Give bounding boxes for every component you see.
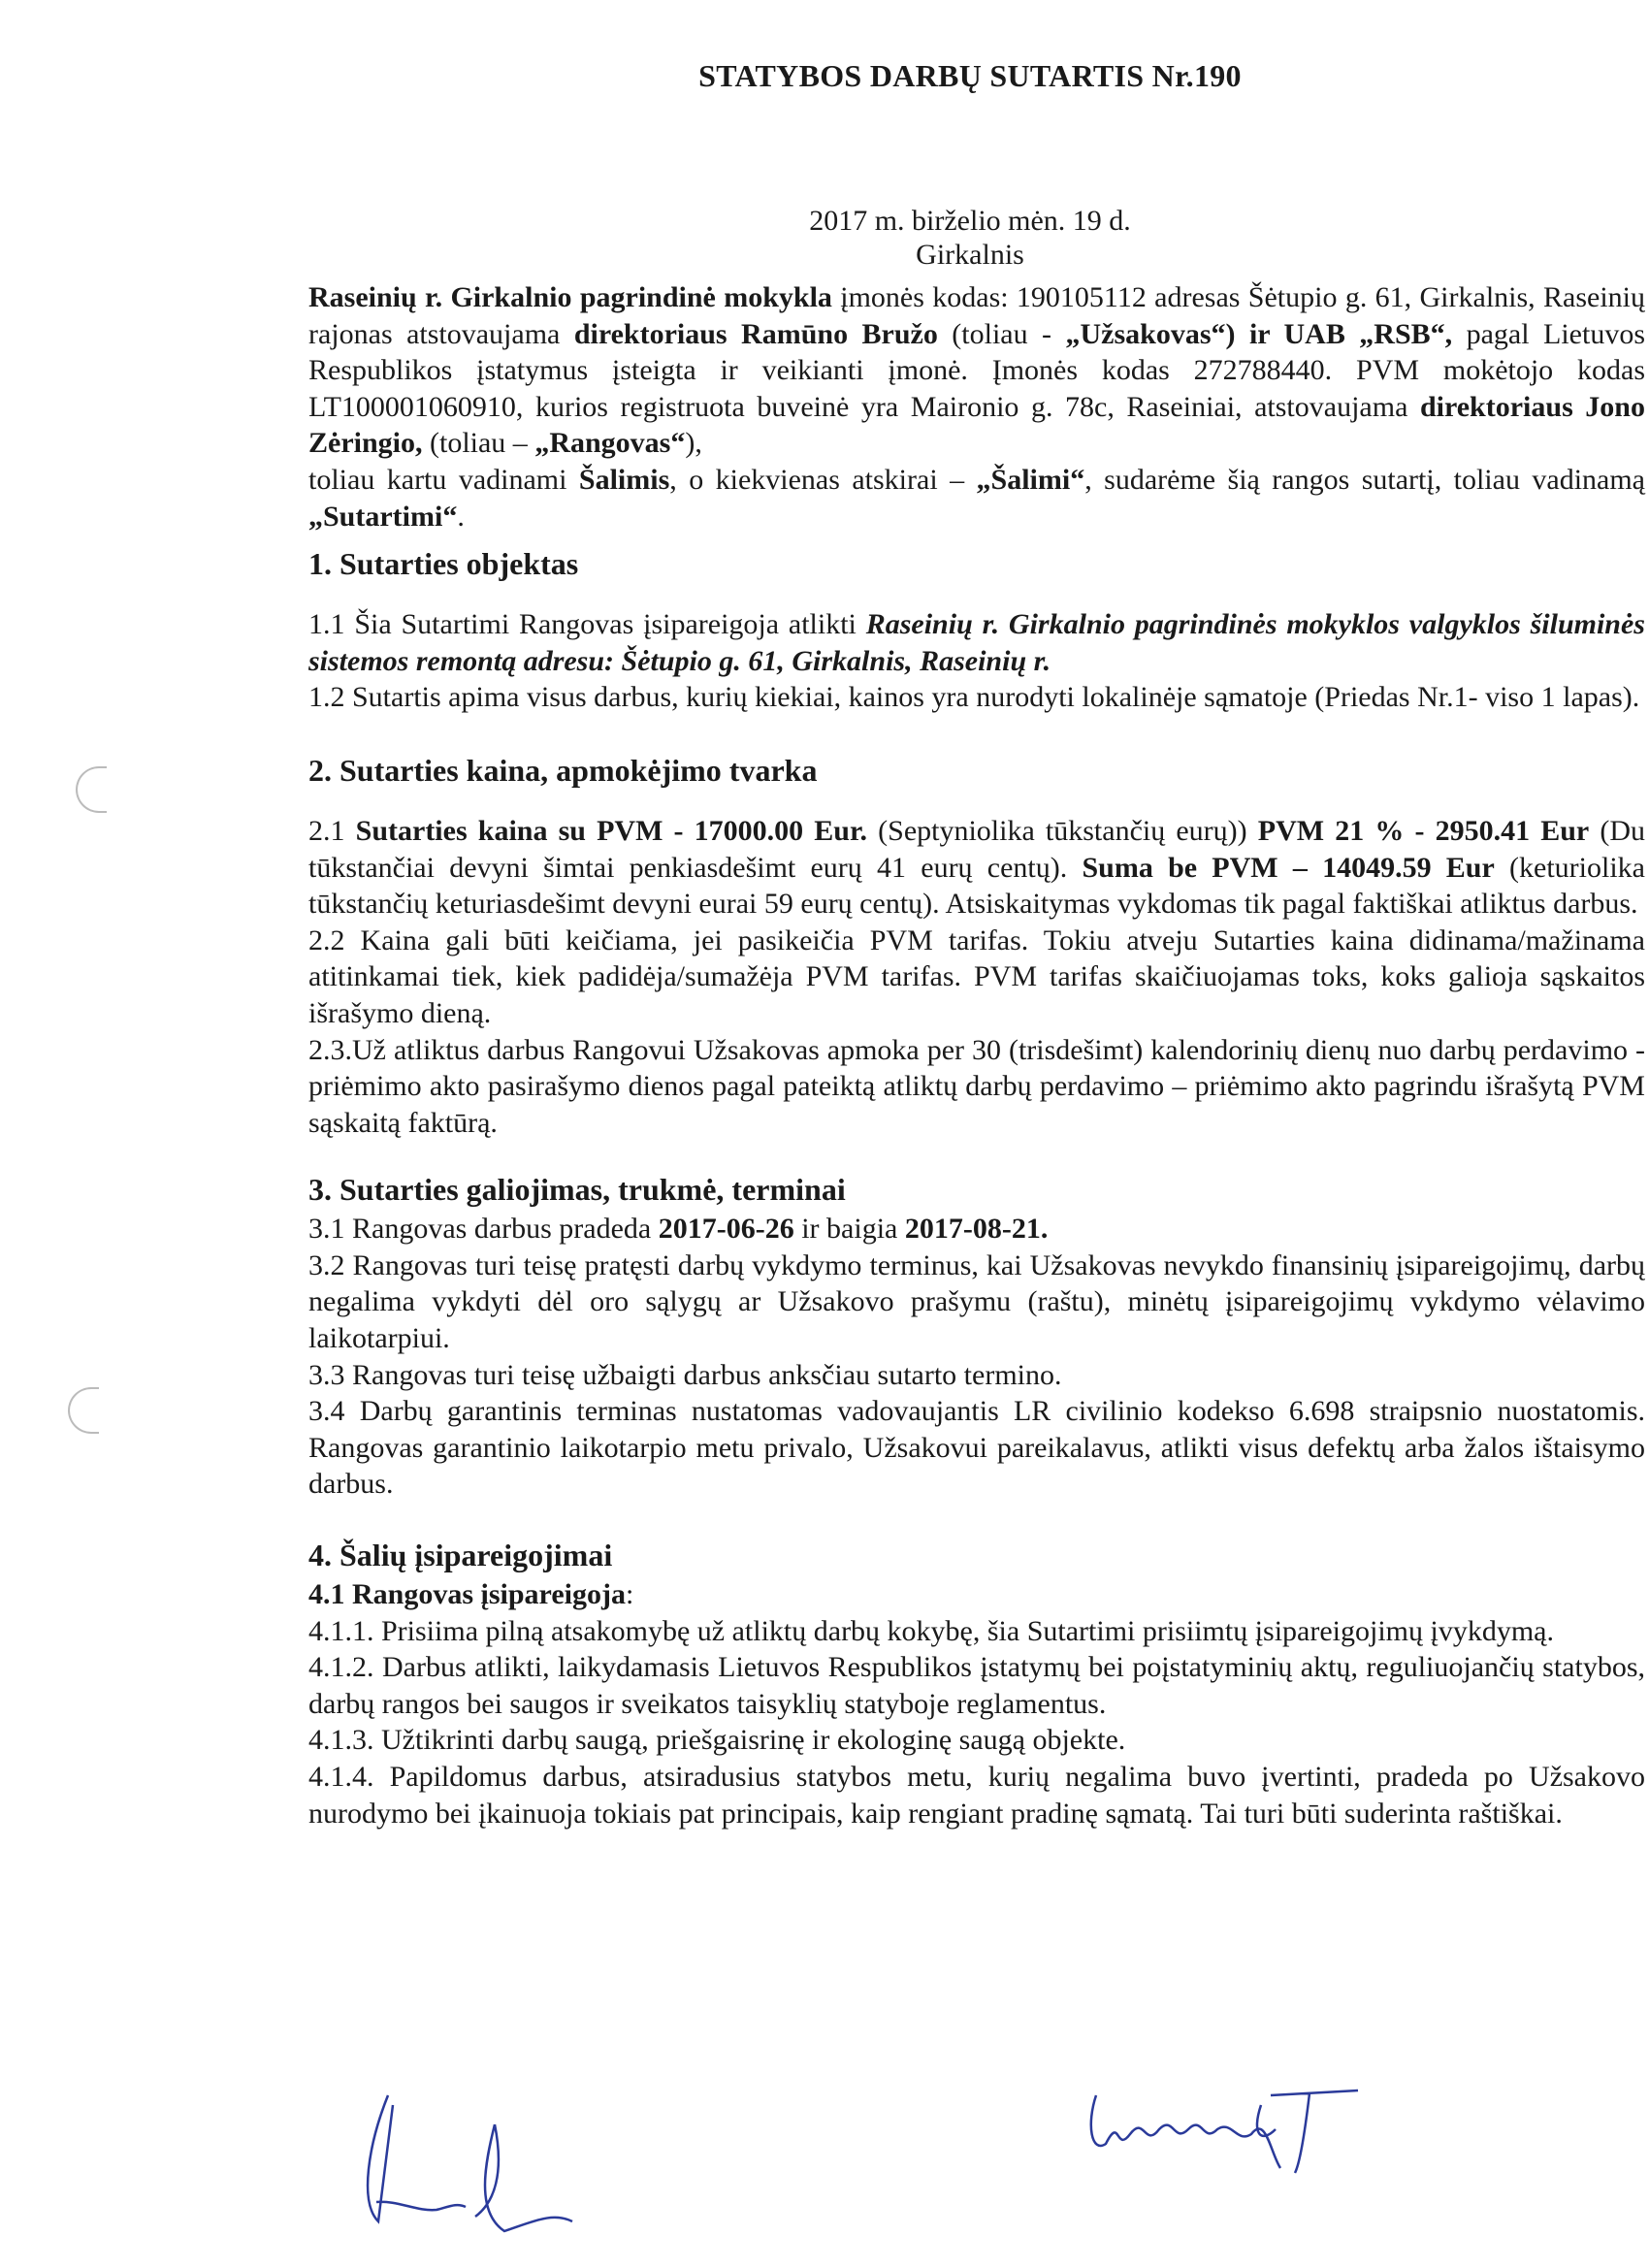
punch-hole-mark [68,1387,99,1434]
text-run: 2.1 [308,814,356,847]
paragraph-4-1-4 [308,1759,1645,1831]
text-run: 3.3 Rangovas turi teisę užbaigti darbus anksčiau sutarto termino. [308,1358,1062,1391]
paragraph-1-2 [308,679,1645,716]
text-run: direktoriaus Ramūno Bružo [573,317,938,350]
text-run: 4.1.1. Prisiima pilną atsakomybę už atliktų darbų kokybę, šia Sutartimi prisiimtų įsipareigojimų įvykdymą. [308,1614,1554,1647]
text-run: 4.1 Rangovas įsipareigoja [308,1578,626,1611]
text-run: pagal Lietuvos Respublikos įstatymus įsteigta ir veikianti įmonė. Įmonės kodas 272788440. PVM mokėtojo kodas LT100001060910, kurios registruota buveinė yra Maironio g. 78c, Raseiniai, atstovaujama [308,317,1645,423]
text-run: „Užsakovas“) ir UAB „RSB“, [1065,317,1453,350]
punch-hole-mark [76,766,107,813]
text-run: „Rangovas“ [534,427,686,460]
text-run: (toliau – [422,427,535,460]
text-run: Šalimis [578,463,670,496]
signature-contractor [1077,2076,1368,2183]
text-run: 1.2 Sutartis apima visus darbus, kurių kiekiai, kainos yra nurodyti lokalinėje sąmatoje (Priedas Nr.1- viso 1 lapas). [308,681,1640,714]
document-body [308,279,1645,2045]
text-run: 2017-06-26 [658,1213,794,1246]
text-run: , o kiekvienas atskirai – [669,463,977,496]
text-run: 4.1.3. Užtikrinti darbų saugą, priešgaisrinę ir ekologinę saugą objekte. [308,1724,1126,1757]
contract-date: 2017 m. birželio mėn. 19 d. [809,205,1131,237]
paragraph-2-2 [308,923,1645,1032]
paragraph-3-1 [308,1211,1645,1247]
text-run: (Septyniolika tūkstančių eurų)) [867,814,1258,847]
paragraph-3-3 [308,1357,1645,1394]
text-run: „Sutartimi“ [308,500,458,533]
paragraph-4-1-2 [308,1649,1645,1722]
text-run: 2.3.Už atliktus darbus Rangovui Užsakovas apmoka per 30 (trisdešimt) kalendorinių dienų nuo darbų perdavimo - priėmimo akto pasirašymo dienos pagal pateiktą atliktų darbų perdavimo – priėmimo akto pagrindu išrašytą PVM sąskaitą faktūrą. [308,1033,1645,1139]
text-run: (toliau - [937,317,1066,350]
text-run: „Šalimi“ [976,463,1085,496]
text-run: 3.4 Darbų garantinis terminas nustatomas vadovaujantis LR civilinio kodekso 6.698 straipsnio nuostatomis. Rangovas garantinio laikotarpio metu privalo, Užsakovui pareikalavus, atlikti visus defektų arba žalos ištaisymo darbus. [308,1395,1645,1501]
text-run: toliau kartu vadinami [308,463,579,496]
text-run: (Du tūkstančiai devyni šimtai penkiasdešimt eurų 41 eurų centų). [308,814,1646,884]
text-run: 4.1.2. Darbus atlikti, laikydamasis Lietuvos Respublikos įstatymų bei poįstatyminių aktų, reguliuojančių statybos, darbų rangos bei saugos ir sveikatos taisyklių statyboje reglamentus. [308,1651,1645,1720]
text-run: Raseinių r. Girkalnio pagrindinė mokykla [308,281,832,313]
paragraph-2-3 [308,1032,1645,1142]
paragraph-intro-parties [308,279,1645,462]
text-run: 3.1 Rangovas darbus pradeda [308,1213,659,1246]
section-1 [308,544,1645,716]
paragraph-intro-definitions [308,462,1645,535]
section-heading: 1. Sutarties objektas [308,546,579,582]
text-run: 2017-08-21. [904,1213,1049,1246]
paragraph-1-1 [308,606,1645,679]
section-2 [308,751,1645,1141]
text-run: , sudarėme šią rangos sutartį, toliau vadinamą [1084,463,1645,496]
text-run: ), [685,427,702,460]
paragraph-3-2 [308,1247,1645,1357]
section-4 [308,1536,1645,1831]
document-title: STATYBOS DARBŲ SUTARTIS Nr.190 [698,58,1242,93]
paragraph-2-1 [308,813,1645,923]
paragraph-4-1 [308,1576,1645,1613]
paragraph-3-4 [308,1393,1645,1503]
section-heading: 2. Sutarties kaina, apmokėjimo tvarka [308,752,818,788]
intro-section [308,279,1645,535]
text-run: Raseinių r. Girkalnio pagrindinės mokyklos valgyklos šiluminės sistemos remontą adresu: Šėtupio g. 61, Girkalnis, Raseinių r. [308,608,1645,677]
text-run: direktoriaus Jono Zėringio, [308,390,1645,460]
document-header [0,0,1649,272]
text-run: įmonės kodas: 190105112 adresas Šėtupio g. 61, Girkalnis, Raseinių rajonas atstovaujama [308,281,1645,350]
section-heading: 3. Sutarties galiojimas, trukmė, terminai [308,1172,846,1208]
text-run: 4.1.4. Papildomus darbus, atsiradusius statybos metu, kurių negalima buvo įvertinti, pradeda po Užsakovo nurodymo bei įkainuoja tokiais pat principais, kaip rengiant pradinę sąmatą. Tai turi būti suderinta raštiškai. [308,1761,1645,1830]
text-run: 1.1 Šia Sutartimi Rangovas įsipareigoja atlikti [308,608,866,641]
signature-customer [349,2086,582,2241]
text-run: Sutarties kaina su PVM - 17000.00 Eur. [355,814,868,847]
section-heading: 4. Šalių įsipareigojimai [308,1538,613,1573]
text-run: Suma be PVM – 14049.59 Eur [1082,851,1495,884]
text-run: ir baigia [793,1213,905,1246]
text-run: . [457,500,465,533]
text-run: (keturiolika tūkstančių keturiasdešimt devyni eurai 59 eurų centų). Atsiskaitymas vykdomas tik pagal faktiškai atliktus darbus. [308,851,1645,921]
paragraph-4-1-1 [308,1613,1645,1650]
section-3 [308,1170,1645,1503]
contract-place: Girkalnis [916,239,1024,271]
text-run: 2.2 Kaina gali būti keičiama, jei pasikeičia PVM tarifas. Tokiu atveju Sutarties kaina didinama/mažinama atitinkamai tiek, kiek padidėja/sumažėja PVM tarifas. PVM tarifas skaičiuojamas toks, koks galioja sąskaitos išrašymo dieną. [308,923,1645,1029]
text-run: 3.2 Rangovas turi teisę pratęsti darbų vykdymo terminus, kai Užsakovas nevykdo finansinių įsipareigojimų, darbų negalima vykdyti dėl oro sąlygų ar Užsakovo prašymu (raštu), minėtų įsipareigojimų vykdymo vėlavimo laikotarpiui. [308,1248,1645,1355]
paragraph-4-1-3 [308,1722,1645,1759]
text-run: : [625,1578,634,1611]
text-run: PVM 21 % - 2950.41 Eur [1257,814,1590,847]
